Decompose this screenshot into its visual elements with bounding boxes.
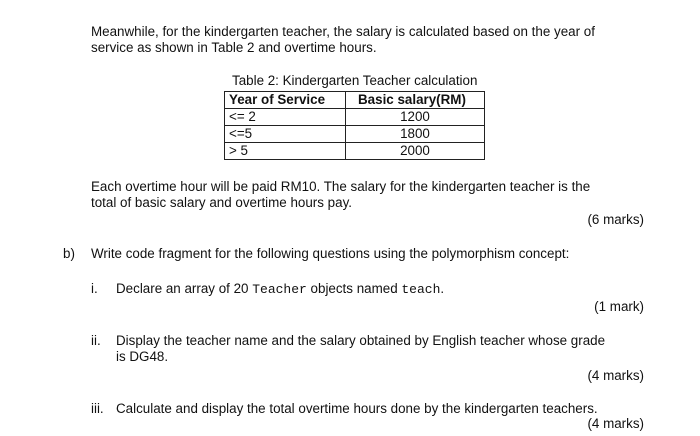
item-ii-line-1: Display the teacher name and the salary obtained by English teacher whose grade <box>116 333 606 348</box>
intro-line-2: service as shown in Table 2 and overtime hours. <box>91 40 377 55</box>
header-year-of-service: Year of Service <box>225 92 346 109</box>
item-i-code-teacher: Teacher <box>252 282 307 297</box>
table-row <box>225 109 485 126</box>
item-i-text-b: objects named <box>306 281 402 296</box>
item-i-marks: (1 mark) <box>594 299 644 314</box>
row-2-salary: 1800 <box>346 126 485 143</box>
overtime-line-1: Each overtime hour will be paid RM10. The salary for the kindergarten teacher is the <box>91 179 591 194</box>
table-caption: Table 2: Kindergarten Teacher calculation <box>232 73 478 88</box>
item-iii-number: iii. <box>91 401 104 416</box>
item-i-text <box>116 281 444 297</box>
item-ii-number: ii. <box>91 333 101 348</box>
item-ii-line-2: is DG48. <box>116 349 169 364</box>
item-i-code-teach: teach <box>401 282 441 297</box>
table-header-row <box>225 92 485 109</box>
part-b-label: b) <box>63 246 75 261</box>
table-row <box>225 126 485 143</box>
item-i-text-c: . <box>440 281 445 296</box>
part-b-text: Write code fragment for the following questions using the polymorphism concept: <box>91 246 570 261</box>
item-ii-marks: (4 marks) <box>587 368 644 383</box>
row-3-service: > 5 <box>225 143 346 160</box>
overtime-paragraph <box>91 179 590 211</box>
row-1-salary: 1200 <box>346 109 485 126</box>
row-2-service: <=5 <box>225 126 346 143</box>
item-iii-text: Calculate and display the total overtime hours done by the kindergarten teachers. <box>116 401 598 416</box>
item-i-text-a: Declare an array of 20 <box>116 281 253 296</box>
overtime-marks: (6 marks) <box>587 212 644 227</box>
header-basic-salary: Basic salary(RM) <box>346 92 485 109</box>
row-1-service: <= 2 <box>225 109 346 126</box>
overtime-line-2: total of basic salary and overtime hours pay. <box>91 195 352 210</box>
intro-line-1: Meanwhile, for the kindergarten teacher, the salary is calculated based on the year of <box>91 24 595 39</box>
item-i-number: i. <box>91 281 98 296</box>
item-ii-text <box>116 333 605 365</box>
item-iii-marks: (4 marks) <box>587 416 644 431</box>
table-row <box>225 143 485 160</box>
row-3-salary: 2000 <box>346 143 485 160</box>
intro-paragraph <box>91 24 595 56</box>
salary-table <box>224 91 485 160</box>
